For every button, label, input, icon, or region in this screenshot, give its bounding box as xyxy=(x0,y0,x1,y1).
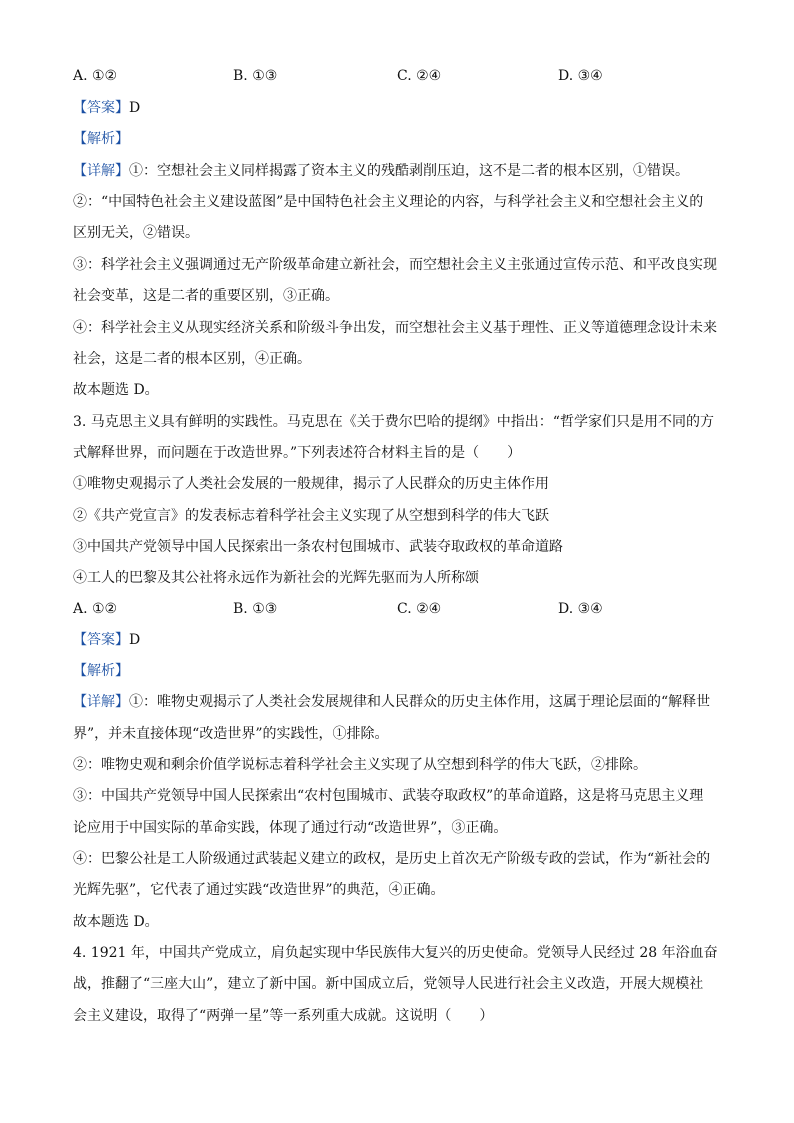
option-a: A. ①② xyxy=(73,68,118,84)
answer-value: D xyxy=(129,100,141,116)
analysis-tag: 【解析】 xyxy=(73,131,129,147)
answer-line-q3 xyxy=(73,630,140,650)
statement-item: ④工人的巴黎及其公社将永远作为新社会的光辉先驱而为人所称颂 xyxy=(73,570,479,586)
analysis-tag: 【解析】 xyxy=(73,663,129,679)
conclusion-line: 故本题选 D。 xyxy=(73,914,159,930)
text-line: ③：科学社会主义强调通过无产阶级革命建立新社会，而空想社会主义主张通过宣传示范、和平改良实现 xyxy=(73,257,717,273)
text-line: 社会变革，这是二者的重要区别，③正确。 xyxy=(73,288,339,304)
text-line: ④：巴黎公社是工人阶级通过武装起义建立的政权，是历史上首次无产阶级专政的尝试，作为“新社会的 xyxy=(73,851,711,867)
statement-item: ②《共产党宣言》的发表标志着科学社会主义实现了从空想到科学的伟大飞跃 xyxy=(73,508,549,524)
question-4-stem: 战，推翻了“三座大山”，建立了新中国。新中国成立后，党领导人民进行社会主义改造，开展大规模社 xyxy=(73,976,704,992)
option-a: A. ①② xyxy=(73,601,118,617)
text-line: 社会，这是二者的根本区别，④正确。 xyxy=(73,351,311,367)
answer-line-q2 xyxy=(73,98,140,118)
text-line: ②：“中国特色社会主义建设蓝图”是中国特色社会主义理论的内容，与科学社会主义和空想社会主义的 xyxy=(73,194,704,210)
text-line: ②：唯物史观和剩余价值学说标志着科学社会主义实现了从空想到科学的伟大飞跃，②排除。 xyxy=(73,757,647,773)
text-line: 论应用于中国实际的革命实践，体现了通过行动“改造世界”，③正确。 xyxy=(73,820,508,836)
option-c: C. ②④ xyxy=(397,68,442,84)
text-line: ③：中国共产党领导中国人民探索出“农村包围城市、武装夺取政权”的革命道路，这是将马克思主义理 xyxy=(73,788,704,804)
detail-text: ①：空想社会主义同样揭露了资本主义的残酷剥削压迫，这不是二者的根本区别，①错误。 xyxy=(129,163,689,179)
answer-value: D xyxy=(129,632,141,648)
options-row-q3 xyxy=(73,599,733,619)
question-3-stem: 3. 马克思主义具有鲜明的实践性。马克思在《关于费尔巴哈的提纲》中指出：“哲学家们只是用不同的方 xyxy=(73,414,714,430)
option-d: D. ③④ xyxy=(558,601,603,617)
option-c: C. ②④ xyxy=(397,601,442,617)
options-row-q2 xyxy=(73,66,733,86)
text-line: 区别无关，②错误。 xyxy=(73,225,199,241)
detail-tag: 【详解】 xyxy=(73,163,129,179)
question-4-stem: 4. 1921 年，中国共产党成立，肩负起实现中华民族伟大复兴的历史使命。党领导人民经过 28 年浴血奋 xyxy=(73,945,718,961)
text-line: 界”，并未直接体现“改造世界”的实践性，①排除。 xyxy=(73,726,389,742)
option-b: B. ①③ xyxy=(233,68,278,84)
answer-tag: 【答案】 xyxy=(73,100,129,116)
text-line: ④：科学社会主义从现实经济关系和阶级斗争出发，而空想社会主义基于理性、正义等道德理念设计未来 xyxy=(73,320,717,336)
detail-tag: 【详解】 xyxy=(73,694,129,710)
conclusion-line: 故本题选 D。 xyxy=(73,382,159,398)
answer-tag: 【答案】 xyxy=(73,632,129,648)
statement-item: ①唯物史观揭示了人类社会发展的一般规律，揭示了人民群众的历史主体作用 xyxy=(73,476,549,492)
option-d: D. ③④ xyxy=(558,68,603,84)
statement-item: ③中国共产党领导中国人民探索出一条农村包围城市、武装夺取政权的革命道路 xyxy=(73,539,563,555)
detail-line xyxy=(73,692,710,712)
detail-line xyxy=(73,161,689,181)
question-4-stem: 会主义建设，取得了“两弹一星”等一系列重大成就。这说明（ ） xyxy=(73,1008,494,1024)
option-b: B. ①③ xyxy=(233,601,278,617)
text-line: 光辉先驱”，它代表了通过实践“改造世界”的典范，④正确。 xyxy=(73,882,445,898)
question-3-stem: 式解释世界，而问题在于改造世界。”下列表述符合材料主旨的是（ ） xyxy=(73,445,522,461)
detail-text: ①：唯物史观揭示了人类社会发展规律和人民群众的历史主体作用，这属于理论层面的“解释世 xyxy=(129,694,711,710)
